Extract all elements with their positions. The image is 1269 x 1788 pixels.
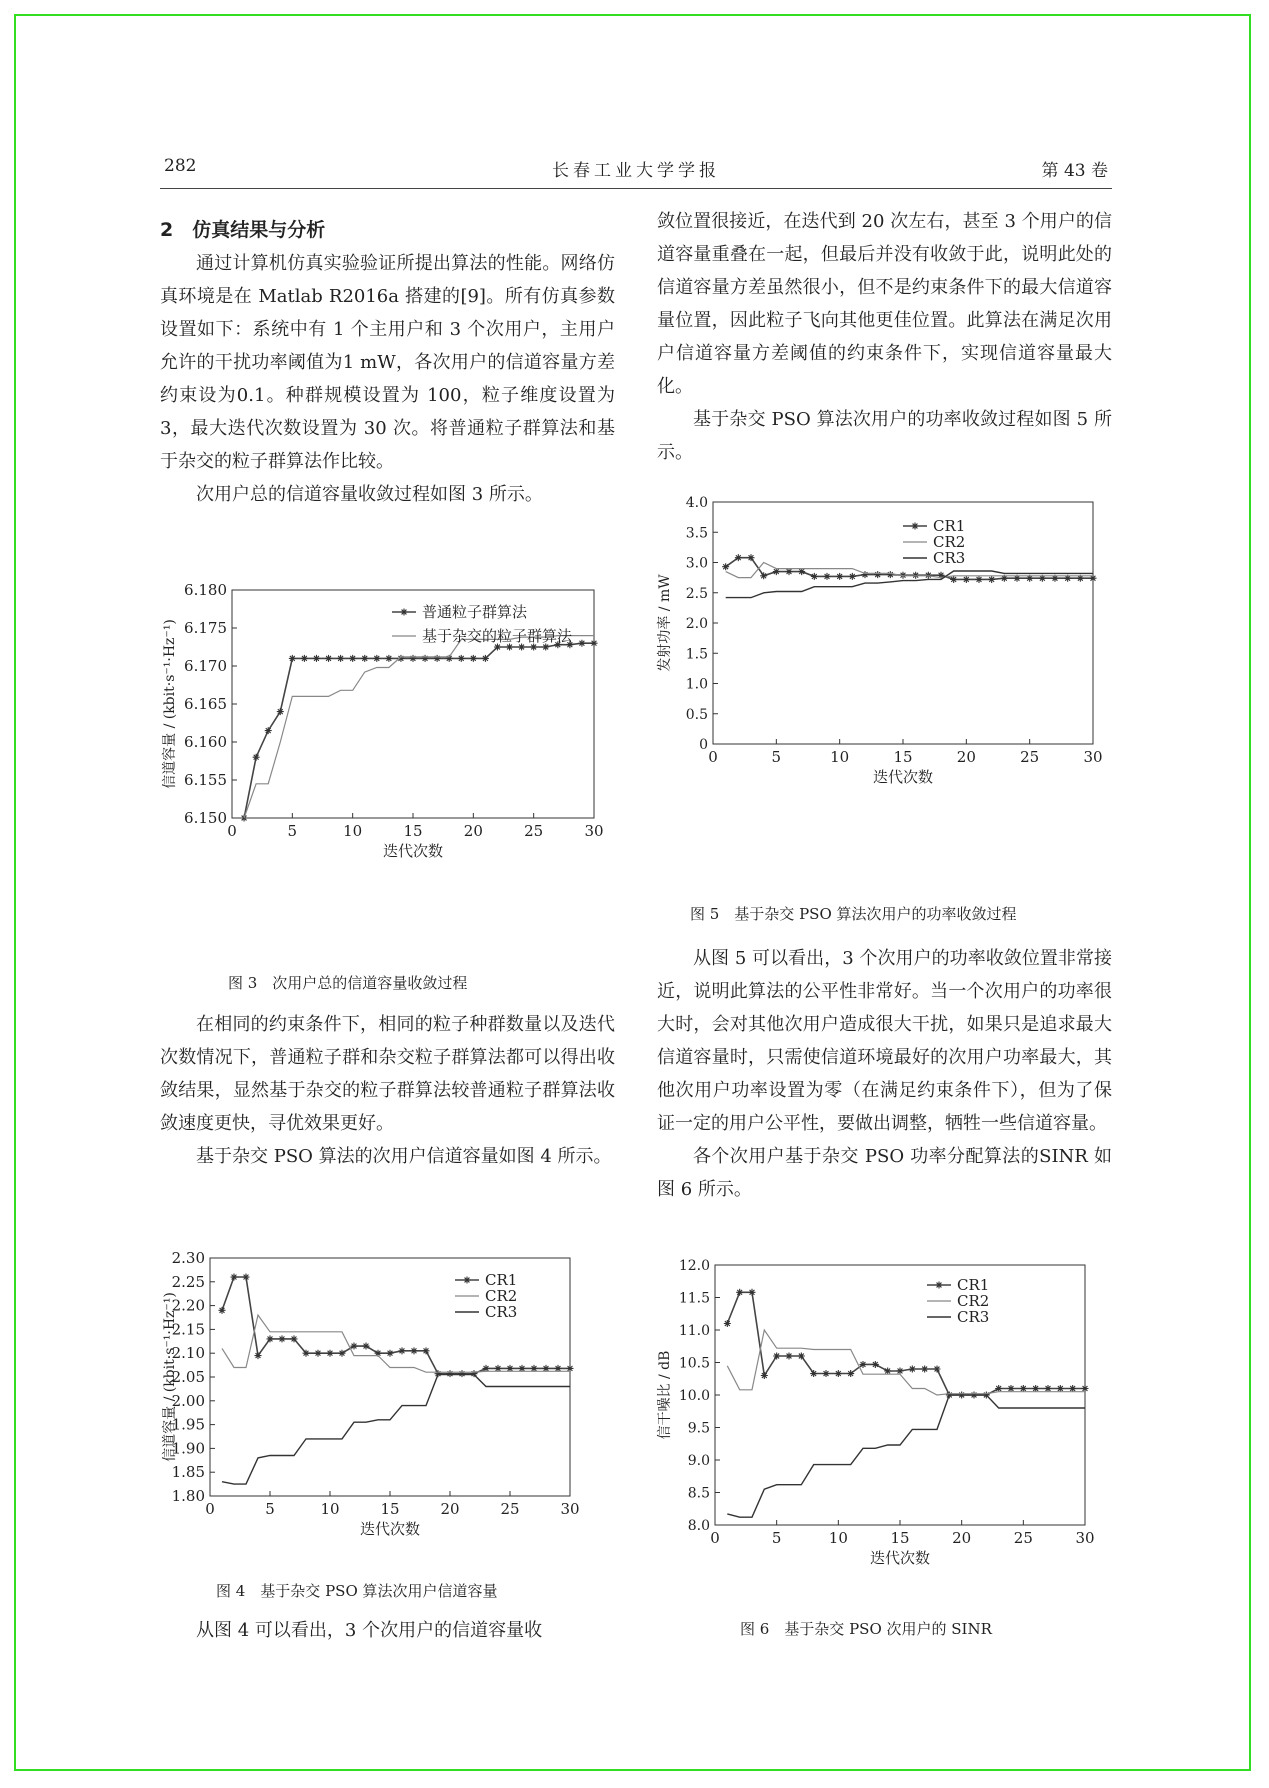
x-axis-label: 迭代次数 — [382, 842, 444, 860]
data-point — [591, 640, 598, 647]
data-point — [995, 1385, 1002, 1392]
y-tick-label: 2.05 — [171, 1368, 205, 1386]
x-tick-label: 5 — [265, 1500, 275, 1518]
legend-label: CR1 — [485, 1271, 518, 1289]
chart-fig3 — [160, 578, 620, 958]
legend-marker — [912, 523, 919, 530]
data-point — [950, 576, 957, 583]
figure-4 — [160, 1248, 620, 1574]
series-line — [222, 1315, 570, 1372]
data-point — [411, 1347, 418, 1354]
y-tick-label: 6.165 — [184, 695, 227, 713]
y-tick-label: 9.0 — [687, 1453, 710, 1469]
data-point — [315, 1350, 322, 1357]
data-point — [277, 708, 284, 715]
x-tick-label: 15 — [380, 1500, 400, 1518]
figure-caption: 图 4 基于杂交 PSO 算法次用户信道容量 — [216, 1582, 498, 1600]
page-number: 282 — [164, 156, 197, 176]
x-axis-label: 迭代次数 — [872, 768, 934, 786]
legend-label: 普通粒子群算法 — [422, 603, 528, 621]
data-point — [810, 1370, 817, 1377]
x-tick-label: 20 — [463, 822, 483, 840]
data-point — [921, 1366, 928, 1373]
chart-fig6 — [655, 1255, 1115, 1595]
legend-marker — [936, 1282, 943, 1289]
y-tick-label: 10.0 — [678, 1388, 710, 1404]
data-point — [373, 655, 380, 662]
plot-frame — [713, 502, 1093, 744]
paragraph: 敛位置很接近，在迭代到 20 次左右，甚至 3 个用户的信道容量重叠在一起，但最后并没有收敛于此，说明此处的信道容量方差虽然很小，但不是约束条件下的最大信道容量位置，因此粒子飞向其他更佳位置。此算法在满足次用户信道容量方差阈值的约束条件下，实现信道容量最大化。 — [657, 211, 1112, 397]
data-point — [1082, 1385, 1089, 1392]
data-point — [849, 573, 856, 580]
data-point — [874, 571, 881, 578]
x-tick-label: 20 — [440, 1500, 460, 1518]
legend-label: CR3 — [957, 1308, 990, 1326]
series-line — [244, 636, 594, 818]
data-point — [1020, 1385, 1027, 1392]
y-tick-label: 0 — [699, 737, 708, 753]
y-tick-label: 9.5 — [687, 1420, 710, 1437]
data-point — [976, 576, 983, 583]
y-tick-label: 6.155 — [184, 771, 227, 789]
x-tick-label: 25 — [500, 1500, 520, 1518]
x-axis-label: 迭代次数 — [359, 1520, 421, 1538]
data-point — [1008, 1385, 1015, 1392]
data-point — [860, 1361, 867, 1368]
y-tick-label: 1.80 — [171, 1487, 205, 1505]
legend-label: CR2 — [933, 533, 966, 551]
x-tick-label: 10 — [343, 822, 363, 840]
legend-label: CR2 — [957, 1292, 990, 1310]
figure-caption: 图 5 基于杂交 PSO 算法次用户的功率收敛过程 — [690, 905, 1017, 923]
left-column-top — [160, 214, 615, 511]
x-tick-label: 30 — [1075, 1529, 1095, 1547]
y-tick-label: 6.175 — [184, 619, 227, 637]
y-tick-label: 12.0 — [678, 1258, 710, 1274]
data-point — [897, 1367, 904, 1374]
y-tick-label: 6.150 — [184, 809, 227, 827]
series-line — [222, 1375, 570, 1485]
data-point — [458, 655, 465, 662]
paragraph: 基于杂交 PSO 算法次用户的功率收敛过程如图 5 所示。 — [657, 409, 1112, 463]
right-column-middle — [657, 942, 1112, 1206]
data-point — [578, 640, 585, 647]
data-point — [988, 576, 995, 583]
data-point — [884, 1367, 891, 1374]
legend-marker — [464, 1277, 471, 1284]
data-point — [279, 1335, 286, 1342]
y-tick-label: 1.95 — [171, 1415, 205, 1434]
x-tick-label: 0 — [710, 1529, 720, 1547]
x-tick-label: 25 — [524, 822, 544, 840]
x-tick-label: 10 — [828, 1529, 848, 1547]
y-tick-label: 6.170 — [184, 657, 227, 675]
x-tick-label: 5 — [287, 822, 298, 840]
data-point — [823, 1370, 830, 1377]
series-line — [244, 643, 594, 818]
data-point — [219, 1307, 226, 1314]
data-point — [349, 655, 356, 662]
data-point — [289, 655, 296, 662]
legend-label: CR1 — [933, 517, 966, 535]
data-point — [847, 1370, 854, 1377]
y-tick-label: 6.160 — [184, 733, 227, 751]
y-axis-label: 信道容量 / (kbit·s⁻¹·Hz⁻¹) — [162, 1292, 178, 1462]
y-tick-label: 0.5 — [685, 706, 708, 723]
data-point — [313, 655, 320, 662]
plot-frame — [715, 1265, 1085, 1525]
data-point — [761, 1372, 768, 1379]
data-point — [470, 655, 477, 662]
paragraph: 从图 5 可以看出，3 个次用户的功率收敛位置非常接近，说明此算法的公平性非常好。当一个次用户的功率很大时，会对其他次用户造成很大干扰，如果只是追求最大信道容量时，只需使信道环境最好的次用户功率最大，其他次用户功率设置为零（在满足约束条件下），但为了保证一定的用户公平性，要做出调整，牺牲一些信道容量。 — [657, 948, 1112, 1134]
x-tick-label: 20 — [952, 1529, 972, 1547]
data-point — [253, 754, 260, 761]
data-point — [482, 655, 489, 662]
legend-label: CR3 — [933, 549, 966, 567]
data-point — [909, 1366, 916, 1373]
legend-label: CR1 — [957, 1276, 990, 1294]
y-tick-label: 10.5 — [678, 1355, 710, 1372]
y-tick-label: 2.0 — [685, 616, 708, 632]
x-tick-label: 10 — [830, 748, 850, 766]
paragraph: 通过计算机仿真实验验证所提出算法的性能。网络仿真环境是在 Matlab R2016a 搭建的[9]。所有仿真参数设置如下：系统中有 1 个主用户和 3 个次用户，主用户允许的干扰功率阈值为1 mW，各次用户的信道容量方差约束设为0.1。种群规模设置为 100，粒子维度设置为 3，最大迭代次数设置为 30 次。将普通粒子群算法和基于杂交的粒子群算法作比较。 — [160, 253, 615, 472]
data-point — [325, 655, 332, 662]
data-point — [1032, 1385, 1039, 1392]
data-point — [385, 655, 392, 662]
y-axis-label: 信道容量 / (kbit·s⁻¹·Hz⁻¹) — [162, 619, 178, 789]
series-line — [727, 1395, 1085, 1517]
x-tick-label: 30 — [584, 822, 604, 840]
x-tick-label: 30 — [560, 1500, 580, 1518]
series-line — [727, 1330, 1085, 1395]
y-tick-label: 3.5 — [685, 525, 708, 542]
y-tick-label: 2.25 — [171, 1272, 205, 1291]
y-tick-label: 1.5 — [685, 646, 708, 663]
data-point — [798, 1353, 805, 1360]
y-tick-label: 8.5 — [687, 1485, 710, 1502]
data-point — [963, 576, 970, 583]
data-point — [351, 1343, 358, 1350]
data-point — [410, 655, 417, 662]
x-tick-label: 25 — [1020, 748, 1040, 766]
y-tick-label: 2.10 — [171, 1344, 205, 1363]
right-column-top — [657, 205, 1112, 469]
data-point — [872, 1361, 879, 1368]
data-point — [423, 1347, 430, 1354]
y-axis-label: 发射功率 / mW — [657, 574, 673, 672]
left-column-bottom — [160, 1614, 615, 1647]
figure-caption: 图 3 次用户总的信道容量收敛过程 — [228, 974, 468, 992]
data-point — [361, 655, 368, 662]
data-point — [824, 573, 831, 580]
data-point — [337, 655, 344, 662]
x-tick-label: 30 — [1083, 748, 1103, 766]
y-tick-label: 2.00 — [171, 1391, 205, 1410]
plot-frame — [232, 590, 594, 818]
data-point — [339, 1350, 346, 1357]
x-tick-label: 20 — [956, 748, 976, 766]
x-tick-label: 5 — [771, 1529, 782, 1547]
chart-fig5 — [655, 490, 1115, 890]
x-tick-label: 5 — [771, 748, 782, 766]
data-point — [835, 1370, 842, 1377]
series-line — [727, 1292, 1085, 1395]
data-point — [836, 573, 843, 580]
data-point — [399, 1347, 406, 1354]
y-tick-label: 8.0 — [687, 1518, 710, 1534]
volume-label: 第 43 卷 — [1041, 161, 1108, 181]
figure-6 — [655, 1255, 1115, 1595]
running-header — [160, 152, 1112, 189]
figure-3 — [160, 578, 620, 958]
data-point — [301, 655, 308, 662]
paragraph: 次用户总的信道容量收敛过程如图 3 所示。 — [196, 484, 543, 505]
y-tick-label: 3.0 — [685, 555, 708, 572]
data-point — [327, 1350, 334, 1357]
y-tick-label: 1.85 — [171, 1463, 205, 1482]
data-point — [887, 571, 894, 578]
section-title: 2 仿真结果与分析 — [160, 219, 326, 241]
y-tick-label: 1.0 — [685, 676, 708, 693]
figure-5 — [655, 490, 1115, 890]
y-tick-label: 6.180 — [184, 581, 227, 599]
y-tick-label: 11.5 — [678, 1290, 710, 1307]
paragraph: 基于杂交 PSO 算法的次用户信道容量如图 4 所示。 — [196, 1146, 612, 1167]
left-column-middle — [160, 1008, 615, 1173]
figure-caption: 图 6 基于杂交 PSO 次用户的 SINR — [740, 1620, 992, 1638]
data-point — [1045, 1385, 1052, 1392]
legend-label: CR2 — [485, 1287, 518, 1305]
series-line — [726, 563, 1093, 578]
x-tick-label: 15 — [890, 1529, 910, 1547]
data-point — [447, 1370, 454, 1377]
y-tick-label: 2.15 — [171, 1320, 205, 1339]
paragraph: 从图 4 可以看出，3 个次用户的信道容量收 — [196, 1620, 543, 1641]
y-tick-label: 11.0 — [678, 1323, 710, 1339]
data-point — [459, 1370, 466, 1377]
data-point — [736, 1289, 743, 1296]
x-tick-label: 15 — [403, 822, 423, 840]
data-point — [231, 1274, 238, 1281]
data-point — [434, 655, 441, 662]
legend-label: CR3 — [485, 1303, 518, 1321]
data-point — [811, 573, 818, 580]
y-tick-label: 2.20 — [171, 1296, 205, 1315]
data-point — [934, 1366, 941, 1373]
y-tick-label: 1.90 — [171, 1439, 205, 1458]
x-tick-label: 0 — [708, 748, 718, 766]
data-point — [1069, 1385, 1076, 1392]
data-point — [786, 1353, 793, 1360]
chart-fig4 — [160, 1248, 620, 1574]
data-point — [773, 1353, 780, 1360]
data-point — [363, 1343, 370, 1350]
x-tick-label: 25 — [1013, 1529, 1033, 1547]
x-tick-label: 10 — [320, 1500, 340, 1518]
paragraph: 各个次用户基于杂交 PSO 功率分配算法的SINR 如图 6 所示。 — [657, 1146, 1112, 1200]
paragraph: 在相同的约束条件下，相同的粒子种群数量以及迭代次数情况下，普通粒子群和杂交粒子群算法都可以得出收敛结果，显然基于杂交的粒子群算法较普通粒子群算法收敛速度更快，寻优效果更好。 — [160, 1014, 615, 1134]
x-tick-label: 15 — [893, 748, 913, 766]
data-point — [422, 655, 429, 662]
x-tick-label: 0 — [227, 822, 237, 840]
y-axis-label: 信干噪比 / dB — [657, 1350, 673, 1440]
journal-name: 长春工业大学学报 — [552, 161, 720, 181]
y-tick-label: 2.5 — [685, 585, 708, 602]
data-point — [241, 815, 248, 822]
x-tick-label: 0 — [205, 1500, 215, 1518]
data-point — [724, 1320, 731, 1327]
y-tick-label: 4.0 — [685, 495, 708, 511]
x-axis-label: 迭代次数 — [869, 1549, 931, 1567]
legend-label: 基于杂交的粒子群算法 — [422, 627, 573, 645]
data-point — [749, 1289, 756, 1296]
data-point — [243, 1274, 250, 1281]
data-point — [1057, 1385, 1064, 1392]
legend-marker — [401, 609, 408, 616]
data-point — [387, 1350, 394, 1357]
series-line — [222, 1277, 570, 1374]
y-tick-label: 2.30 — [171, 1249, 205, 1267]
